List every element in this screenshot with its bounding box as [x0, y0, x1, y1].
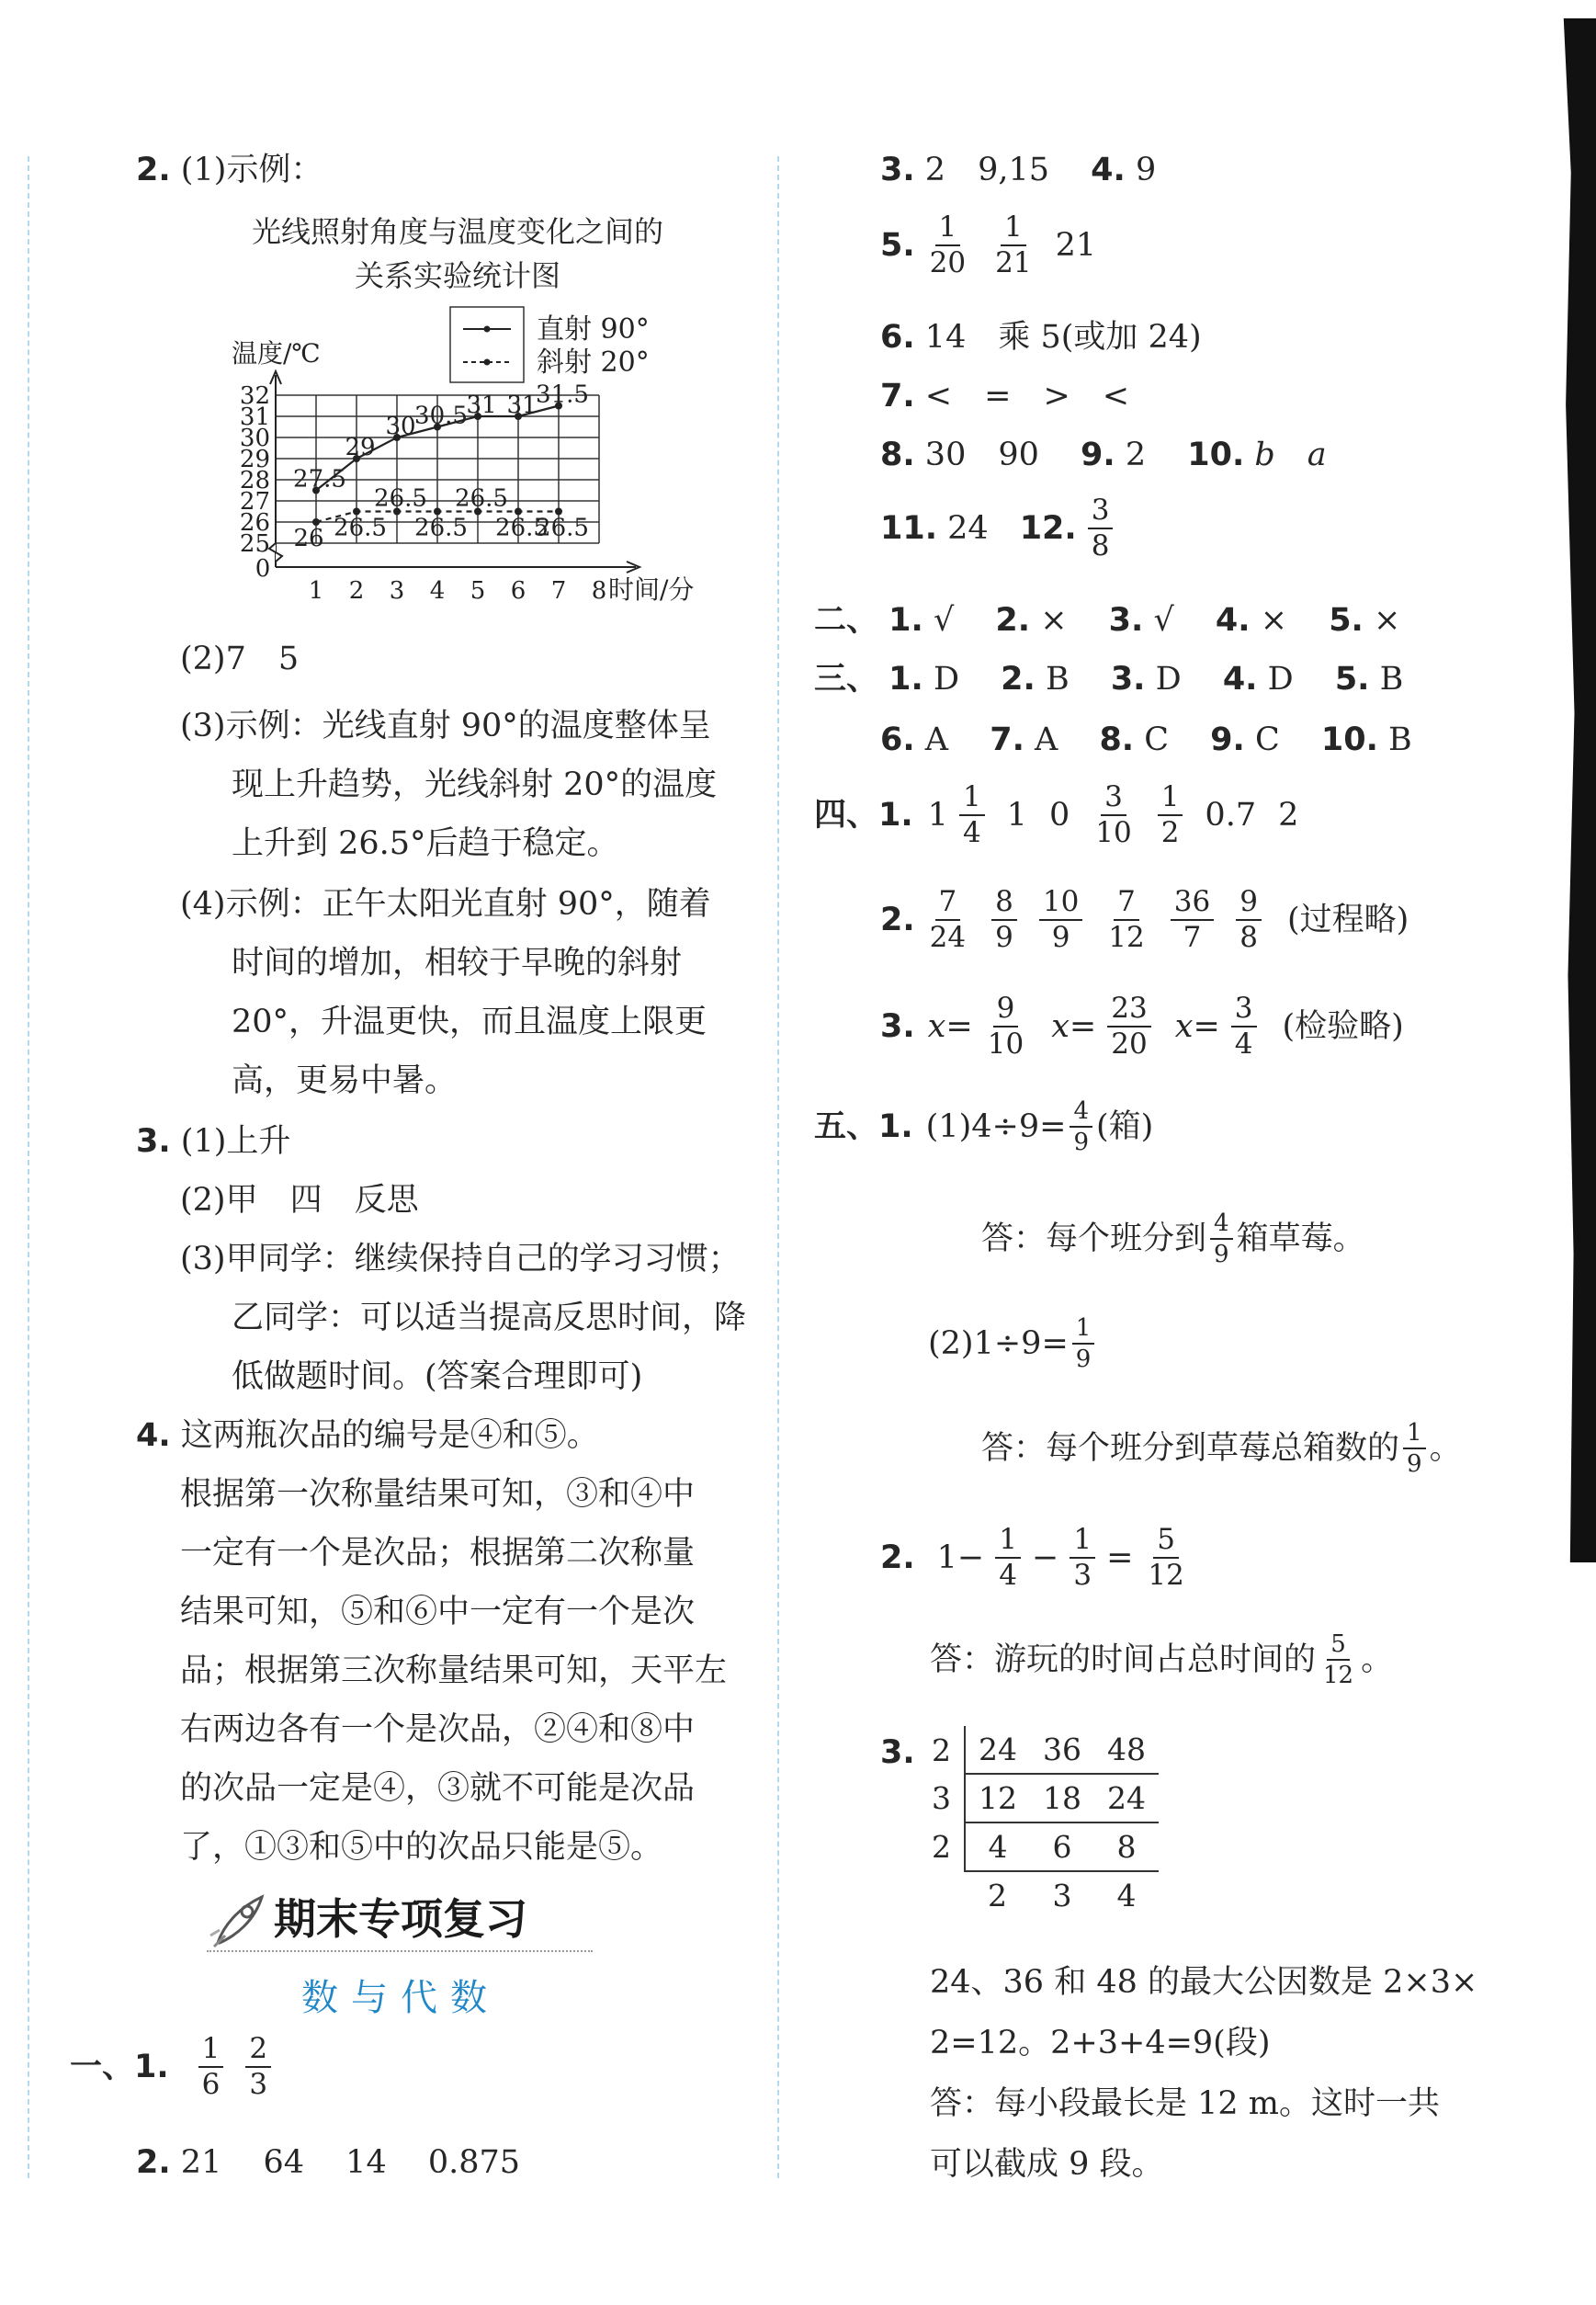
- r-row-5: 5. $\frac{1}{20}$ $\frac{1}{21}$ 21: [880, 210, 1097, 279]
- legend-label: 斜射 20°: [537, 346, 650, 379]
- section-5-q1-1: 五、1. (1)4÷9= $\frac{4}{9}$ (箱): [814, 1097, 1154, 1156]
- division-row: 2 24 36 48: [919, 1726, 1159, 1774]
- q2-part3: (3)示例：光线直射 90°的温度整体呈 现上升趋势，光线斜射 20°的温度 上升到 26.5°后趋于稳定。: [180, 708, 718, 862]
- y-tick-label: 28: [239, 467, 270, 494]
- x-axis-label: 时间/分: [608, 574, 695, 605]
- y-axis-label: 温度/℃: [232, 338, 321, 369]
- x-tick-label: 7: [550, 577, 567, 605]
- legend-label: 直射 90°: [537, 313, 650, 346]
- section-title: 期末专项复习: [274, 1894, 527, 1944]
- data-label: 26: [293, 525, 324, 552]
- x-tick-label: 2: [348, 577, 365, 605]
- division-row: 2 4 6 8: [919, 1822, 1159, 1871]
- x-tick-label: 5: [470, 577, 486, 605]
- column-divider-left: [28, 156, 29, 2178]
- y-tick-label: 29: [239, 446, 270, 473]
- fraction: $\frac{1}{6}$: [198, 2035, 224, 2099]
- data-label: 26.5: [374, 484, 427, 513]
- y-tick-label: 26: [239, 509, 270, 537]
- q2-part2: (2)7 5: [180, 641, 300, 677]
- y-tick-label: 31: [239, 403, 270, 431]
- division-row: 3 12 18 24: [919, 1774, 1159, 1822]
- x-tick-label: 8: [591, 577, 607, 605]
- q3-block: 3. (1)上升 (2)甲 四 反思 (3)甲同学：继续保持自己的学习习惯； 乙同学：可以适当提高反思时间，降 低做题时间。(答案合理即可): [136, 1123, 747, 1395]
- data-label: 31: [466, 392, 497, 419]
- section-4-row1: 四、1. 1 $\frac{1}{4}$ 1 0 $\frac{3}{10}$ $\frac{1}{2}$ 0.7 2: [814, 780, 1299, 849]
- section-5-a3: 答：游玩的时间占总时间的 $\frac{5}{12}$ 。: [930, 1630, 1394, 1689]
- x-tick-label: 6: [510, 577, 526, 605]
- s1-row1: 一、1. $\frac{1}{6}$ $\frac{2}{3}$: [70, 2035, 282, 2099]
- section-5-a2: 答：每个班分到草莓总箱数的 $\frac{1}{9}$ 。: [981, 1419, 1462, 1478]
- section-4-row2: 2. $\frac{7}{24}$ $\frac{8}{9}$ $\frac{10}{9}$ $\frac{7}{12}$ $\frac{36}{7}$ $\frac{9}{8}$ (过程略): [880, 885, 1409, 954]
- r-row-6: 6. 14 乘 5(或加 24): [880, 319, 1202, 356]
- data-label: 31: [506, 392, 538, 419]
- q2-part4: (4)示例：正午太阳光直射 90°，随着 时间的增加，相较于早晚的斜射 20°，升温更快，而且温度上限更 高，更易中暑。: [180, 886, 711, 1099]
- section-5-q2: 2. 1− $\frac{1}{4}$ − $\frac{1}{3}$ = $\frac{5}{12}$: [880, 1523, 1184, 1592]
- legend-marker: [484, 359, 491, 366]
- data-label: 30: [385, 413, 416, 440]
- x-tick-label: 1: [308, 577, 324, 605]
- legend-box: [450, 307, 524, 382]
- section-4-row3: 3. x= $\frac{9}{10}$ x= $\frac{23}{20}$ x= $\frac{3}{4}$ (检验略): [880, 992, 1404, 1061]
- section-5-a1: 答：每个班分到 $\frac{4}{9}$ 箱草莓。: [981, 1209, 1365, 1268]
- y-tick-label: 25: [239, 530, 270, 558]
- section-underline: [207, 1950, 593, 1952]
- data-label: 31.5: [536, 380, 589, 409]
- x-tick-label: 4: [429, 577, 446, 605]
- section-3-row2: 6. A 7. A 8. C 9. C 10. B: [880, 721, 1412, 758]
- data-label: 27.5: [293, 465, 346, 494]
- section-2-row: 二、 1. √ 2. × 3. √ 4. × 5. ×: [814, 602, 1401, 639]
- rocket-icon: [207, 1890, 271, 1954]
- data-label: 29: [345, 434, 376, 461]
- section-5-q3-text: 24、36 和 48 的最大公因数是 2×3× 2=12。2+3+4=9(段) 答：每小段最长是 12 m。这时一共 可以截成 9 段。: [930, 1964, 1478, 2183]
- chart-title: 光线照射角度与温度变化之间的 关系实验统计图: [251, 214, 663, 293]
- column-divider-middle: [777, 156, 779, 2178]
- x-tick-label: 3: [389, 577, 405, 605]
- r-row-3-4: 3. 2 9,15 4. 9: [880, 152, 1157, 188]
- data-label: 26.5: [455, 484, 508, 513]
- y-tick-label: 27: [239, 488, 270, 516]
- q2-line1: 2. (1)示例：: [136, 152, 323, 188]
- binding-edge: [1553, 18, 1596, 1562]
- data-label: 30.5: [414, 402, 468, 430]
- section-3-row1: 三、 1. D 2. B 3. D 4. D 5. B: [814, 661, 1404, 698]
- line-chart: [221, 303, 735, 625]
- x-tick-label: 0: [255, 555, 271, 583]
- section-5-q1-2: (2)1÷9= $\frac{1}{9}$: [928, 1316, 1098, 1371]
- section-5-q3-num: 3.: [880, 1734, 915, 1771]
- data-label: 26.5: [414, 514, 468, 542]
- r-row-11-12: 11. 24 12. $\frac{3}{8}$: [880, 496, 1124, 561]
- short-division: [919, 1726, 1159, 1919]
- data-label: 26.5: [495, 514, 549, 542]
- y-tick-label: 32: [239, 382, 270, 410]
- s1-row2: 2. 21 64 14 0.875: [136, 2144, 521, 2181]
- r-row-8-10: 8. 30 90 9. 2 10. b a: [880, 437, 1327, 473]
- r-row-7: 7. < = > <: [880, 378, 1130, 414]
- legend-marker: [484, 326, 491, 333]
- q4-block: 4. 这两瓶次品的编号是④和⑤。 根据第一次称量结果可知，③和④中 一定有一个是次品；根据第二次称量 结果可知，⑤和⑥中一定有一个是次 品；根据第三次称量结果可知，天平左 右两边各有一个是次品，②④和⑧中 的次品一定是④，③就不可能是次品 了，①③和⑤中的次品只能是⑤。: [136, 1417, 728, 1866]
- division-row: 2 3 4: [988, 1878, 1137, 1913]
- axis-break: [269, 543, 282, 562]
- data-label: 26.5: [536, 514, 589, 542]
- data-label: 26.5: [334, 514, 387, 542]
- subsection-title: 数与代数: [301, 1977, 500, 2019]
- y-tick-label: 30: [239, 425, 270, 452]
- fraction: $\frac{2}{3}$: [245, 2035, 271, 2099]
